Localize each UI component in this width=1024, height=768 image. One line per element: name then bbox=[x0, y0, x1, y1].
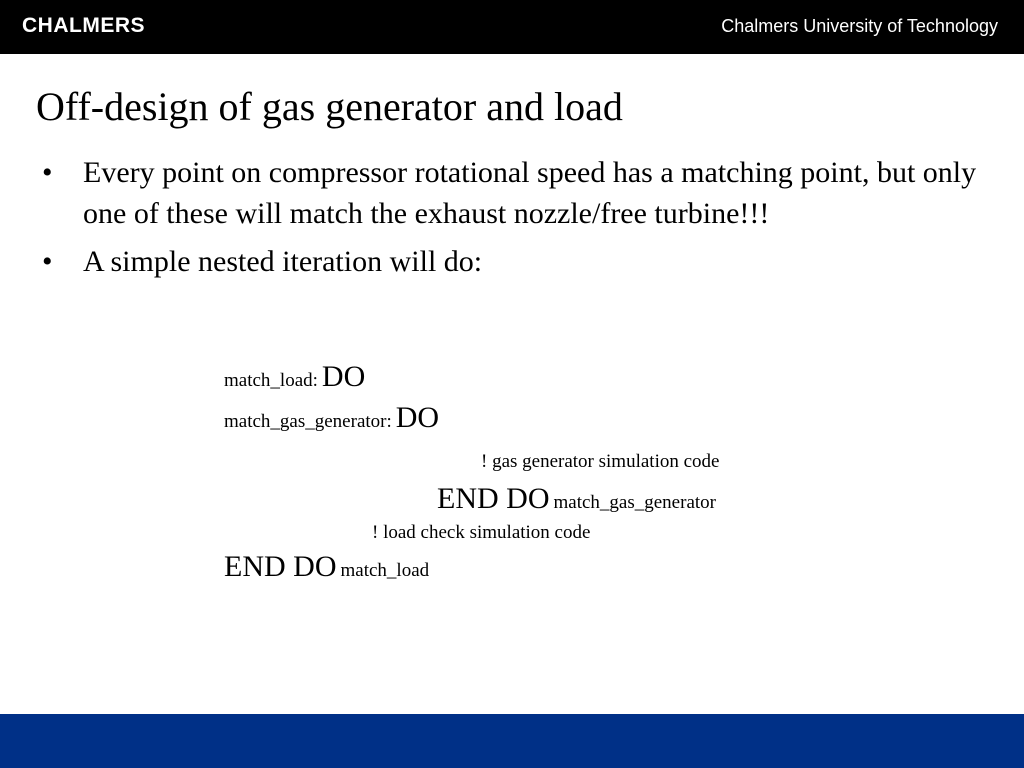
loop-label: match_load: bbox=[224, 370, 318, 391]
chalmers-logo: CHALMERS bbox=[22, 14, 145, 37]
code-line-match-gas-generator bbox=[224, 401, 439, 435]
code-line-end-gas-generator bbox=[437, 482, 716, 516]
header-bar bbox=[0, 0, 1024, 54]
comment-load-check-code: ! load check simulation code bbox=[372, 522, 591, 543]
slide-title: Off-design of gas generator and load bbox=[36, 84, 623, 129]
bullet-text: Every point on compressor rotational speed has a matching point, but only one of these will match the exhaust nozzle/free turbine!!! bbox=[83, 156, 977, 230]
bullet-dot-icon: • bbox=[42, 156, 53, 189]
bullet-item bbox=[40, 241, 1000, 282]
bullet-dot-icon: • bbox=[42, 245, 53, 278]
code-line-match-load bbox=[224, 360, 365, 394]
loop-name: match_gas_generator bbox=[553, 492, 716, 513]
bullet-item bbox=[40, 152, 1000, 234]
end-do-keyword: END DO bbox=[437, 482, 550, 515]
bullet-text: A simple nested iteration will do: bbox=[83, 245, 483, 278]
footer-bar bbox=[0, 714, 1024, 768]
loop-name: match_load bbox=[340, 560, 430, 581]
do-keyword: DO bbox=[321, 360, 366, 393]
comment-gas-generator-code: ! gas generator simulation code bbox=[481, 451, 720, 472]
institution-name: Chalmers University of Technology bbox=[721, 16, 998, 36]
do-keyword: DO bbox=[395, 401, 440, 434]
loop-label: match_gas_generator: bbox=[224, 411, 392, 432]
bullet-list bbox=[40, 152, 1000, 289]
code-line-end-match-load bbox=[224, 550, 429, 584]
end-do-keyword: END DO bbox=[224, 550, 337, 583]
